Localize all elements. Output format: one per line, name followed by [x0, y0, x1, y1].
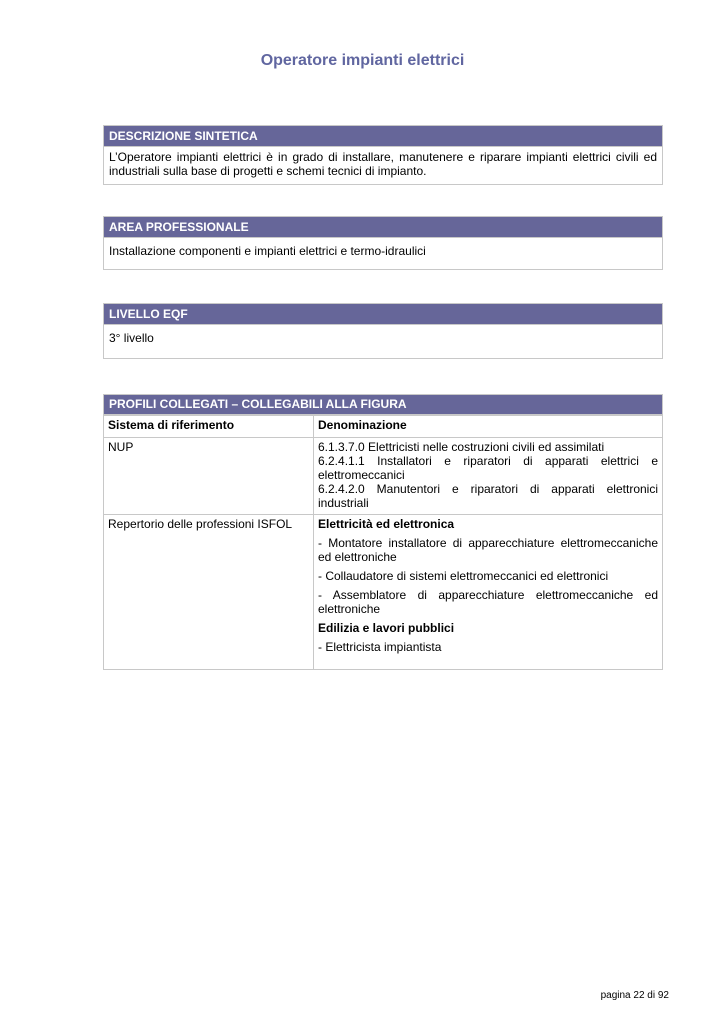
area-text: Installazione componenti e impianti elettrici e termo-idraulici — [109, 244, 426, 258]
profili-section — [103, 394, 663, 670]
descrizione-header: DESCRIZIONE SINTETICA — [104, 126, 662, 147]
isfol-label: Repertorio delle professioni ISFOL — [104, 515, 314, 670]
nup-label: NUP — [104, 438, 314, 515]
isfol-item: - Collaudatore di sistemi elettromeccanici ed elettronici — [318, 569, 609, 583]
table-row — [104, 515, 662, 670]
livello-text: 3° livello — [109, 331, 154, 345]
livello-section — [103, 303, 663, 359]
area-section — [103, 216, 663, 270]
nup-line-text: 6.2.4.2.0 Manutentori e riparatori di apparati elettronici industriali — [318, 482, 658, 510]
nup-line: 6.1.3.7.0 Elettricisti nelle costruzioni civili ed assimilati — [318, 440, 605, 454]
nup-denominazione — [314, 438, 663, 515]
nup-line: 6.2.4.1.1 Installatori e riparatori di apparati elettrici e elettromeccanici — [318, 454, 658, 482]
isfol-denominazione — [314, 515, 663, 670]
isfol-item: - Montatore installatore di apparecchiature elettromeccaniche ed elettroniche — [318, 536, 658, 564]
isfol-group-title: Elettricità ed elettronica — [318, 517, 455, 531]
area-header: AREA PROFESSIONALE — [104, 217, 662, 238]
descrizione-text: L’Operatore impianti elettrici è in grado di installare, manutenere e riparare impianti elettrici civili ed industriali sulla base di progetti e schemi tecnici di impianto. — [109, 150, 657, 178]
livello-header: LIVELLO EQF — [104, 304, 662, 325]
isfol-item: - Elettricista impiantista — [318, 640, 442, 654]
table-row — [104, 438, 662, 515]
col-denominazione-header: Denominazione — [314, 416, 663, 438]
descrizione-section — [103, 125, 663, 185]
col-sistema-header: Sistema di riferimento — [104, 416, 314, 438]
profili-table — [104, 415, 662, 669]
isfol-item: - Assemblatore di apparecchiature elettromeccaniche ed elettroniche — [318, 588, 658, 616]
profili-header: PROFILI COLLEGATI – COLLEGABILI ALLA FIGURA — [104, 395, 662, 415]
nup-line — [318, 482, 658, 510]
page-number: pagina 22 di 92 — [600, 990, 669, 1001]
table-header-row — [104, 416, 662, 438]
isfol-group-title: Edilizia e lavori pubblici — [318, 621, 455, 635]
page-title: Operatore impianti elettrici — [260, 52, 465, 69]
